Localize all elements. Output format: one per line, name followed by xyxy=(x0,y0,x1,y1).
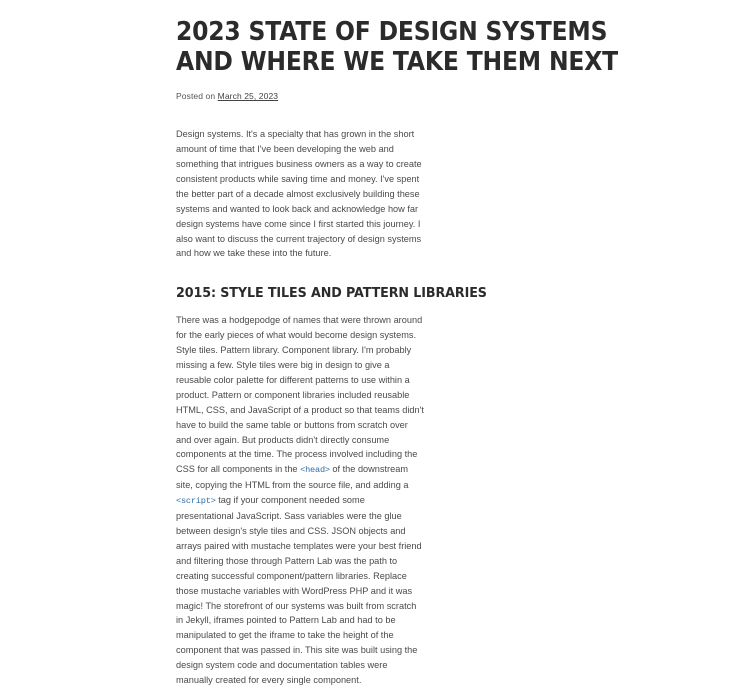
section-body-part-1: There was a hodgepodge of names that were thrown around for the early pieces of what would become design systems. Style tiles. Pattern library. Component library. I'm probably missing a few. Style tiles were big in design to give a reusable color palette for different patterns to use within a product. Pattern or component libraries included reusable HTML, CSS, and JavaScript of a product so that teams didn't have to build the same table or buttons from scratch over and over again. But products didn't directly consume components at the time. The process involved including the CSS for all components in the xyxy=(176,315,424,475)
section-body-paragraph xyxy=(176,313,424,688)
post-date-link[interactable]: March 25, 2023 xyxy=(217,91,279,102)
inline-code-head: <head> xyxy=(300,465,330,476)
post-meta xyxy=(176,91,668,101)
blog-post-article xyxy=(176,0,668,688)
section-body-part-3: tag if your component needed some presentational JavaScript. Sass variables were the glue between design's style tiles and CSS. JSON objects and arrays paired with mustache templates were your best friend and filtering those through Pattern Lab was the path to creating successful component/pattern libraries. Replace those mustache variables with WordPress PHP and it was magic! The storefront of our systems was built from scratch in Jekyll, iframes pointed to Pattern Lab and had to be manipulated to get the iframe to take the height of the component that was passed in. This site was built using the design system code and documentation tables were manually created for every single component. xyxy=(176,495,422,686)
post-meta-prefix: Posted on xyxy=(176,91,216,102)
page-title: 2023 STATE OF DESIGN SYSTEMS AND WHERE WE TAKE THEM NEXT xyxy=(176,17,618,77)
section-heading-style-tiles: 2015: STYLE TILES AND PATTERN LIBRARIES xyxy=(176,285,487,302)
inline-code-script: <script> xyxy=(176,496,216,507)
section-body-part-2: of the downstream site, copying the HTML from the source file, and adding a xyxy=(176,464,409,491)
intro-paragraph: Design systems. It's a specialty that has grown in the short amount of time that I've been developing the web and something that intrigues business owners as a way to create consistent products while saving time and money. I've spent the better part of a decade almost exclusively building these systems and wanted to look back and acknowledge how far design systems have come since I first started this journey. I also want to discuss the current trajectory of design systems and how we take these into the future. xyxy=(176,129,422,259)
